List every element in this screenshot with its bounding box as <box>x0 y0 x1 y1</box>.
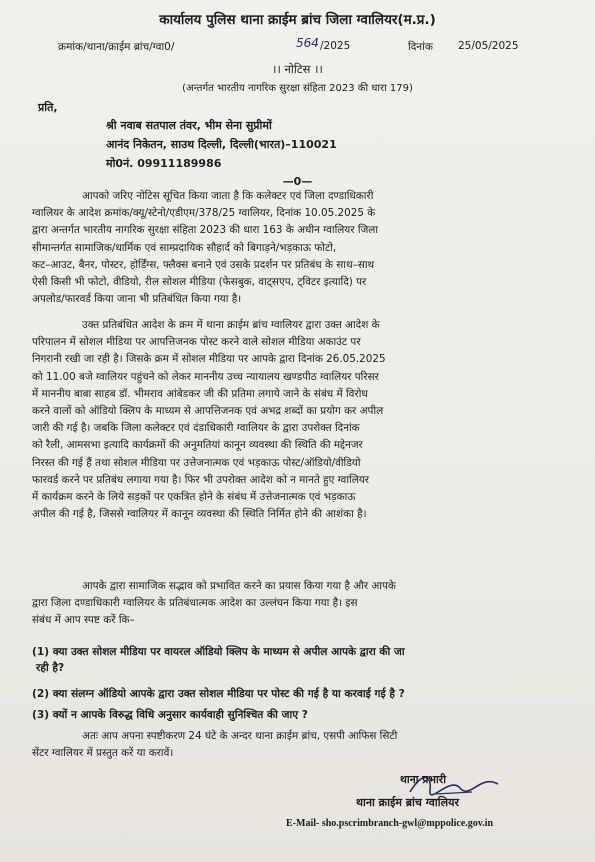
recipient-mobile: मो0नं. 09911189986 <box>106 157 222 170</box>
para2-line: निगरानी रखी जा रही है। जिसके क्रम में सोशल मीडिया पर आपके द्वारा दिनांक 26.05.2025 <box>32 353 386 366</box>
para1-line: सीमान्तर्गत सामाजिक/धार्मिक एवं साम्प्रदायिक सौहार्द को बिगाड़ने/भड़काऊ फोटो, <box>32 241 337 254</box>
question-line: (3) क्यों न आपके विरुद्ध विधि अनुसार कार्यवाही सुनिश्चित की जाए ? <box>32 709 308 721</box>
section-separator: —0— <box>282 175 313 188</box>
para1-line: कट–आउट, बैनर, पोस्टर, होर्डिंग्स, फ्लैक्स बनाने एवं उसके प्रदर्शन पर प्रतिबंध के साथ–साथ <box>32 258 375 271</box>
question-3 <box>32 707 562 723</box>
question-2 <box>32 686 562 702</box>
para2-line: में कार्यक्रम करने के लिये सड़कों पर एकत्रित होने के संबंध में उत्तेजनात्मक एवं भड़काऊ <box>32 491 356 504</box>
signatory-office: थाना क्राईम ब्रांच ग्वालियर <box>356 796 459 809</box>
date-value: 25/05/2025 <box>458 40 519 52</box>
para1-line: ग्वालियर के आदेश क्रमांक/क्यू/स्टेनो/एडीएम/378/25 ग्वालियर, दिनांक 10.05.2025 के <box>32 207 376 220</box>
para2-line: उक्त प्रतिबंधित आदेश के क्रम में थाना क्राईम ब्रांच ग्वालियर द्वारा उक्त आदेश के <box>82 319 380 331</box>
notice-subtitle: (अन्तर्गत भारतीय नागरिक सुरक्षा संहिता 2023 की धारा 179) <box>182 83 413 94</box>
closing-paragraph <box>32 728 552 762</box>
para2-line: जारी की गई है। जबकि जिला कलेक्टर एवं दंडाधिकारी ग्वालियर के द्वारा उपरोक्त दिनांक <box>32 422 360 435</box>
para1-line: द्वारा अन्तर्गत भारतीय नागरिक सुरक्षा संहिता 2023 की धारा 163 के अधीन ग्वालियर जिला <box>32 224 379 237</box>
para2-line: को 11.00 बजे ग्वालियर पहुंचने को लेकर माननीय उच्च न्यायालय खण्डपीठ ग्वालियर परिसर <box>32 370 379 383</box>
para2-line: में माननीय बाबा साहब डॉ. भीमराव आंबेडकर जी की प्रतिमा लगाये जाने के संबंध में विरोध <box>32 387 368 400</box>
paragraph-1 <box>32 188 552 308</box>
paragraph-2 <box>32 317 552 523</box>
question-line: (2) क्या संलग्न ऑडियो आपके द्वारा उक्त सोशल मीडिया पर पोस्ट की गई है या करवाई गई है ? <box>32 688 405 700</box>
reference-year: /2025 <box>320 40 351 52</box>
recipient-name: श्री नवाब सतपाल तंवर, भीम सेना सुप्रीमों <box>106 119 272 132</box>
para1-line: आपको जरिए नोटिस सूचित किया जाता है कि कलेक्टर एवं जिला दण्डाधिकारी <box>82 190 374 202</box>
para2-line: फारवर्ड करने पर प्रतिबंध लगाया गया है। फिर भी उपरोक्त आदेश को न मानते हुए ग्वालियर <box>32 473 370 486</box>
office-title: कार्यालय पुलिस थाना क्राईम ब्रांच जिला ग्वालियर(म.प्र.) <box>159 12 436 28</box>
paragraph-3 <box>32 578 552 630</box>
email-address: E-Mail- sho.pscrimbranch-gwl@mppolice.gov.in <box>286 818 494 829</box>
para1-line: अपलोड/फारवर्ड किया जाना भी प्रतिबंधित किया गया है। <box>32 293 242 306</box>
question-line: (1) क्या उक्त सोशल मीडिया पर वायरल ऑडियो क्लिप के माध्यम से अपील आपके द्वारा की जा <box>32 646 405 658</box>
closing-line: सेंटर ग्वालियर में प्रस्तुत करें या करावें। <box>32 747 174 760</box>
para2-line: करने वालों को ऑडियो क्लिप के माध्यम से आपत्तिजनक एवं अभद्र शब्दों का प्रयोग कर अपील <box>32 405 384 418</box>
question-line: रही है? <box>36 662 65 674</box>
reference-number: 564 <box>296 36 319 50</box>
para2-line: को रैली, आमसभा इत्यादि कार्यक्रमों की अनुमतियां कानून व्यवस्था की स्थिति की मद्देनजर <box>32 439 363 452</box>
recipient-address: आनंद निकेतन, साउथ दिल्ली, दिल्ली(भारत)–110021 <box>106 138 337 151</box>
para2-line: परिपालन में सोशल मीडिया पर आपत्तिजनक पोस्ट करने वाले सोशल मीडिया अकाउंट पर <box>32 336 361 349</box>
notice-heading: ।। नोटिस ।। <box>272 62 323 76</box>
para3-line: आपके द्वारा सामाजिक सद्भाव को प्रभावित करने का प्रयास किया गया है और आपके <box>82 580 396 592</box>
para3-line: द्वारा जिला दण्डाधिकारी ग्वालियर के प्रतिबंधात्मक आदेश का उल्लंघन किया गया है। इस <box>32 597 358 610</box>
para1-line: ऐसी किसी भी फोटो, वीडियो, रील सोशल मीडिया (फेसबुक, वाट्सएप, ट्विटर इत्यादि) पर <box>32 276 367 289</box>
question-1 <box>32 644 562 676</box>
signatory-title: थाना प्रभारी <box>400 773 446 786</box>
date-label: दिनांक <box>408 41 433 53</box>
para2-line: अपील की गई है, जिससे ग्वालियर में कानून व्यवस्था की स्थिति निर्मित होने की आशंका है। <box>32 508 367 521</box>
reference-prefix: क्रमांक/थाना/क्राईम ब्रांच/ग्वा0/ <box>58 41 175 53</box>
closing-line: अतः आप अपना स्पष्टीकरण 24 घंटे के अन्दर थाना क्राईम ब्रांच, एसपी आफिस सिटी <box>82 730 398 742</box>
para3-line: संबंध में आप स्पष्ट करें कि– <box>32 614 135 627</box>
recipient-salutation: प्रति, <box>38 101 58 114</box>
para2-line: निरस्त की गई हैं तथा सोशल मीडिया पर उत्तेजनात्मक एवं भड़काऊ पोस्ट/ऑडियो/वीडियो <box>32 456 361 469</box>
